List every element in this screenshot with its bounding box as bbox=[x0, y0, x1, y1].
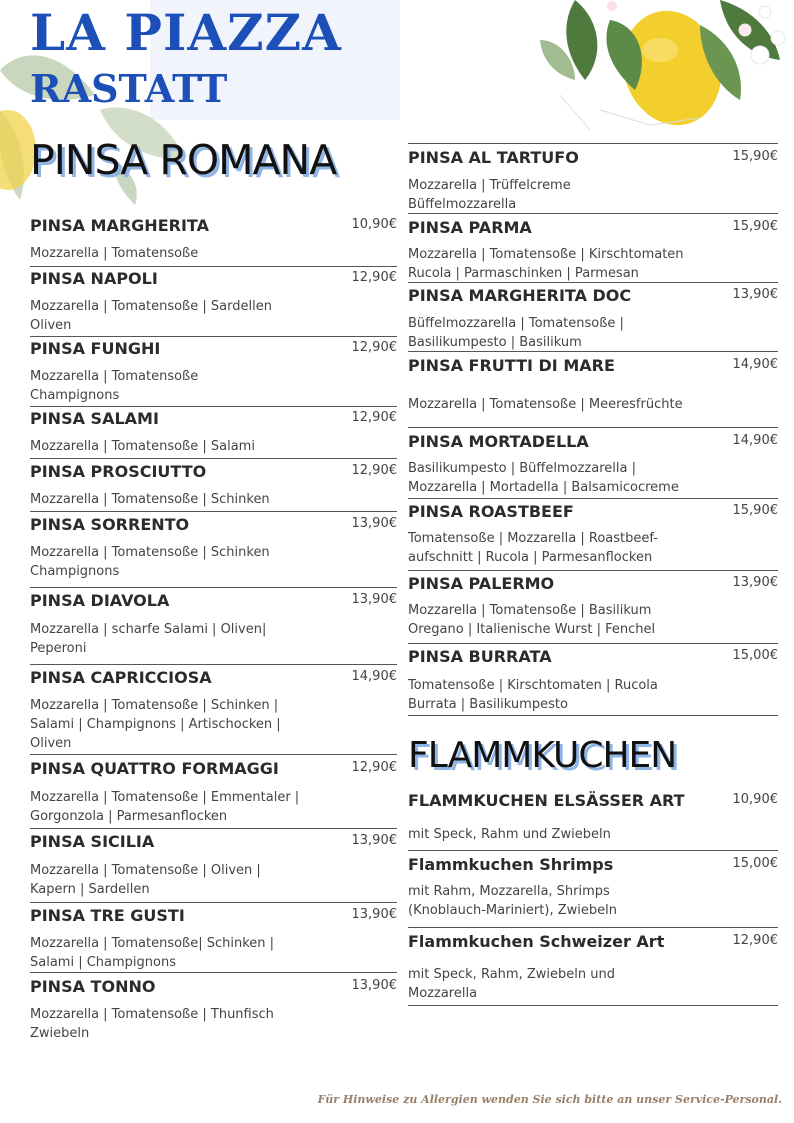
menu-item-name: PINSA MORTADELLA bbox=[408, 432, 589, 451]
menu-item-description: Mozzarella | Tomatensoße| Schinken | Salami | Champignons bbox=[30, 936, 275, 970]
menu-item-price: 12,90€ bbox=[351, 463, 397, 478]
menu-item bbox=[408, 574, 778, 637]
menu-item bbox=[408, 356, 778, 416]
menu-item-name: PINSA TONNO bbox=[30, 977, 156, 996]
menu-item-price: 15,90€ bbox=[732, 503, 778, 518]
menu-item-description: Tomatensoße | Mozzarella | Roastbeef- aufschnitt | Rucola | Parmesanflocken bbox=[408, 531, 658, 565]
menu-item-name: PINSA SORRENTO bbox=[30, 515, 190, 534]
divider bbox=[30, 902, 397, 903]
menu-item-price: 15,90€ bbox=[732, 219, 778, 234]
menu-item bbox=[30, 269, 397, 333]
menu-item-name: PINSA PALERMO bbox=[408, 574, 555, 593]
divider bbox=[30, 458, 397, 459]
menu-item-price: 13,90€ bbox=[732, 287, 778, 302]
menu-item-name: PINSA SALAMI bbox=[30, 409, 159, 428]
menu-item-description: mit Speck, Rahm, Zwiebeln und Mozzarella bbox=[408, 967, 615, 1001]
menu-item-name: PINSA QUATTRO FORMAGGI bbox=[30, 759, 279, 778]
divider bbox=[408, 498, 778, 499]
menu-item-name: PINSA TRE GUSTI bbox=[30, 906, 185, 925]
menu-item-price: 10,90€ bbox=[732, 792, 778, 807]
menu-item-price: 15,90€ bbox=[732, 149, 778, 164]
menu-item-name: PINSA SICILIA bbox=[30, 832, 155, 851]
menu-item-price: 12,90€ bbox=[351, 340, 397, 355]
menu-item bbox=[30, 591, 397, 656]
menu-item-name: PINSA AL TARTUFO bbox=[408, 148, 579, 167]
menu-item-description: Mozzarella | Tomatensoße Champignons bbox=[30, 369, 199, 403]
divider bbox=[30, 266, 397, 267]
menu-item bbox=[30, 832, 397, 897]
menu-item-description: Mozzarella | scharfe Salami | Oliven| Peperoni bbox=[30, 622, 267, 656]
menu-item-description: Mozzarella | Tomatensoße | Schinken | Salami | Champignons | Artischocken | Oliven bbox=[30, 698, 281, 751]
menu-item bbox=[408, 855, 778, 918]
allergy-notice: Für Hinweise zu Allergien wenden Sie sich bitte an unser Service-Personal. bbox=[317, 1093, 782, 1106]
menu-item-price: 13,90€ bbox=[351, 833, 397, 848]
section-heading-pinsa: PINSA ROMANA bbox=[30, 136, 337, 184]
menu-item-description: Mozzarella | Tomatensoße | Sardellen Oliven bbox=[30, 299, 272, 333]
menu-item bbox=[30, 515, 397, 579]
menu-item-name: PINSA FUNGHI bbox=[30, 339, 161, 358]
menu-item-description: mit Rahm, Mozzarella, Shrimps (Knoblauch-Mariniert), Zwiebeln bbox=[408, 884, 617, 918]
divider bbox=[408, 927, 778, 928]
menu-item-name: Flammkuchen Schweizer Art bbox=[408, 932, 665, 951]
menu-item-description: Mozzarella | Tomatensoße | Kirschtomaten Rucola | Parmaschinken | Parmesan bbox=[408, 247, 684, 281]
menu-item-name: PINSA PROSCIUTTO bbox=[30, 462, 207, 481]
menu-item-name: PINSA DIAVOLA bbox=[30, 591, 170, 610]
divider bbox=[408, 213, 778, 214]
menu-item-name: PINSA CAPRICCIOSA bbox=[30, 668, 212, 687]
menu-item-name: PINSA BURRATA bbox=[408, 647, 552, 666]
divider bbox=[408, 850, 778, 851]
menu-item bbox=[408, 791, 778, 851]
divider bbox=[30, 828, 397, 829]
menu-item-description: Mozzarella | Trüffelcreme Büffelmozzarella bbox=[408, 178, 571, 212]
menu-item-name: PINSA PARMA bbox=[408, 218, 532, 237]
menu-item-description: mit Speck, Rahm und Zwiebeln bbox=[408, 827, 611, 842]
menu-item-name: PINSA NAPOLI bbox=[30, 269, 158, 288]
menu-item-price: 15,00€ bbox=[732, 648, 778, 663]
menu-item bbox=[30, 339, 397, 403]
divider bbox=[408, 570, 778, 571]
menu-item-description: Mozzarella | Tomatensoße | Schinken Champignons bbox=[30, 545, 270, 579]
menu-item-description: Mozzarella | Tomatensoße | Meeresfrüchte bbox=[408, 397, 683, 412]
menu-item bbox=[408, 647, 778, 712]
menu-item-name: PINSA ROASTBEEF bbox=[408, 502, 574, 521]
menu-item-name: PINSA MARGHERITA DOC bbox=[408, 286, 632, 305]
restaurant-name: LA PIAZZA bbox=[30, 3, 342, 62]
menu-item-price: 13,90€ bbox=[351, 592, 397, 607]
menu-item-price: 13,90€ bbox=[351, 978, 397, 993]
divider bbox=[30, 511, 397, 512]
divider bbox=[408, 427, 778, 428]
menu-item bbox=[30, 462, 397, 522]
menu-item bbox=[408, 286, 778, 350]
menu-item bbox=[30, 759, 397, 824]
menu-item bbox=[30, 668, 397, 751]
menu-item-description: Mozzarella | Tomatensoße bbox=[30, 246, 199, 261]
menu-item bbox=[408, 502, 778, 565]
menu-item-name: Flammkuchen Shrimps bbox=[408, 855, 614, 874]
menu-item bbox=[408, 432, 778, 495]
menu-item bbox=[408, 218, 778, 281]
menu-item-description: Büffelmozzarella | Tomatensoße | Basilikumpesto | Basilikum bbox=[408, 316, 624, 350]
menu-item-description: Mozzarella | Tomatensoße | Basilikum Oregano | Italienische Wurst | Fenchel bbox=[408, 603, 656, 637]
menu-item-description: Mozzarella | Tomatensoße | Salami bbox=[30, 439, 255, 454]
menu-item bbox=[408, 932, 778, 1001]
menu-item-price: 13,90€ bbox=[351, 907, 397, 922]
divider bbox=[408, 143, 778, 144]
menu-item-price: 12,90€ bbox=[732, 933, 778, 948]
divider bbox=[408, 351, 778, 352]
menu-item-price: 10,90€ bbox=[351, 217, 397, 232]
divider bbox=[30, 587, 397, 588]
divider bbox=[30, 972, 397, 973]
divider bbox=[30, 336, 397, 337]
menu-item bbox=[30, 906, 397, 970]
divider bbox=[30, 664, 397, 665]
menu-item bbox=[408, 148, 778, 212]
divider bbox=[408, 1005, 778, 1006]
menu-item-description: Mozzarella | Tomatensoße | Emmentaler | Gorgonzola | Parmesanflocken bbox=[30, 790, 300, 824]
divider bbox=[30, 406, 397, 407]
menu-item-description: Tomatensoße | Kirschtomaten | Rucola Burrata | Basilikumpesto bbox=[408, 678, 658, 712]
menu-item-description: Mozzarella | Tomatensoße | Thunfisch Zwiebeln bbox=[30, 1007, 274, 1041]
menu-item-price: 12,90€ bbox=[351, 270, 397, 285]
menu-item-name: PINSA FRUTTI DI MARE bbox=[408, 356, 615, 375]
section-heading-flammkuchen: FLAMMKUCHEN bbox=[408, 735, 677, 776]
menu-item-name: PINSA MARGHERITA bbox=[30, 216, 209, 235]
menu-item-price: 14,90€ bbox=[732, 433, 778, 448]
menu-item-price: 14,90€ bbox=[732, 357, 778, 372]
menu-item bbox=[30, 977, 397, 1041]
menu-item bbox=[30, 216, 397, 276]
divider bbox=[408, 643, 778, 644]
menu-item-price: 12,90€ bbox=[351, 760, 397, 775]
menu-item-price: 12,90€ bbox=[351, 410, 397, 425]
menu-item-description: Mozzarella | Tomatensoße | Oliven | Kapern | Sardellen bbox=[30, 863, 261, 897]
divider bbox=[408, 715, 778, 716]
restaurant-city: RASTATT bbox=[30, 66, 228, 111]
menu-item bbox=[30, 409, 397, 469]
menu-item-name: FLAMMKUCHEN ELSÄSSER ART bbox=[408, 791, 685, 810]
menu-item-price: 13,90€ bbox=[351, 516, 397, 531]
menu-item-price: 15,00€ bbox=[732, 856, 778, 871]
menu-item-price: 14,90€ bbox=[351, 669, 397, 684]
divider bbox=[30, 754, 397, 755]
divider bbox=[408, 282, 778, 283]
menu-item-description: Mozzarella | Tomatensoße | Schinken bbox=[30, 492, 270, 507]
menu-item-price: 13,90€ bbox=[732, 575, 778, 590]
menu-item-description: Basilikumpesto | Büffelmozzarella | Mozzarella | Mortadella | Balsamicocreme bbox=[408, 461, 679, 495]
